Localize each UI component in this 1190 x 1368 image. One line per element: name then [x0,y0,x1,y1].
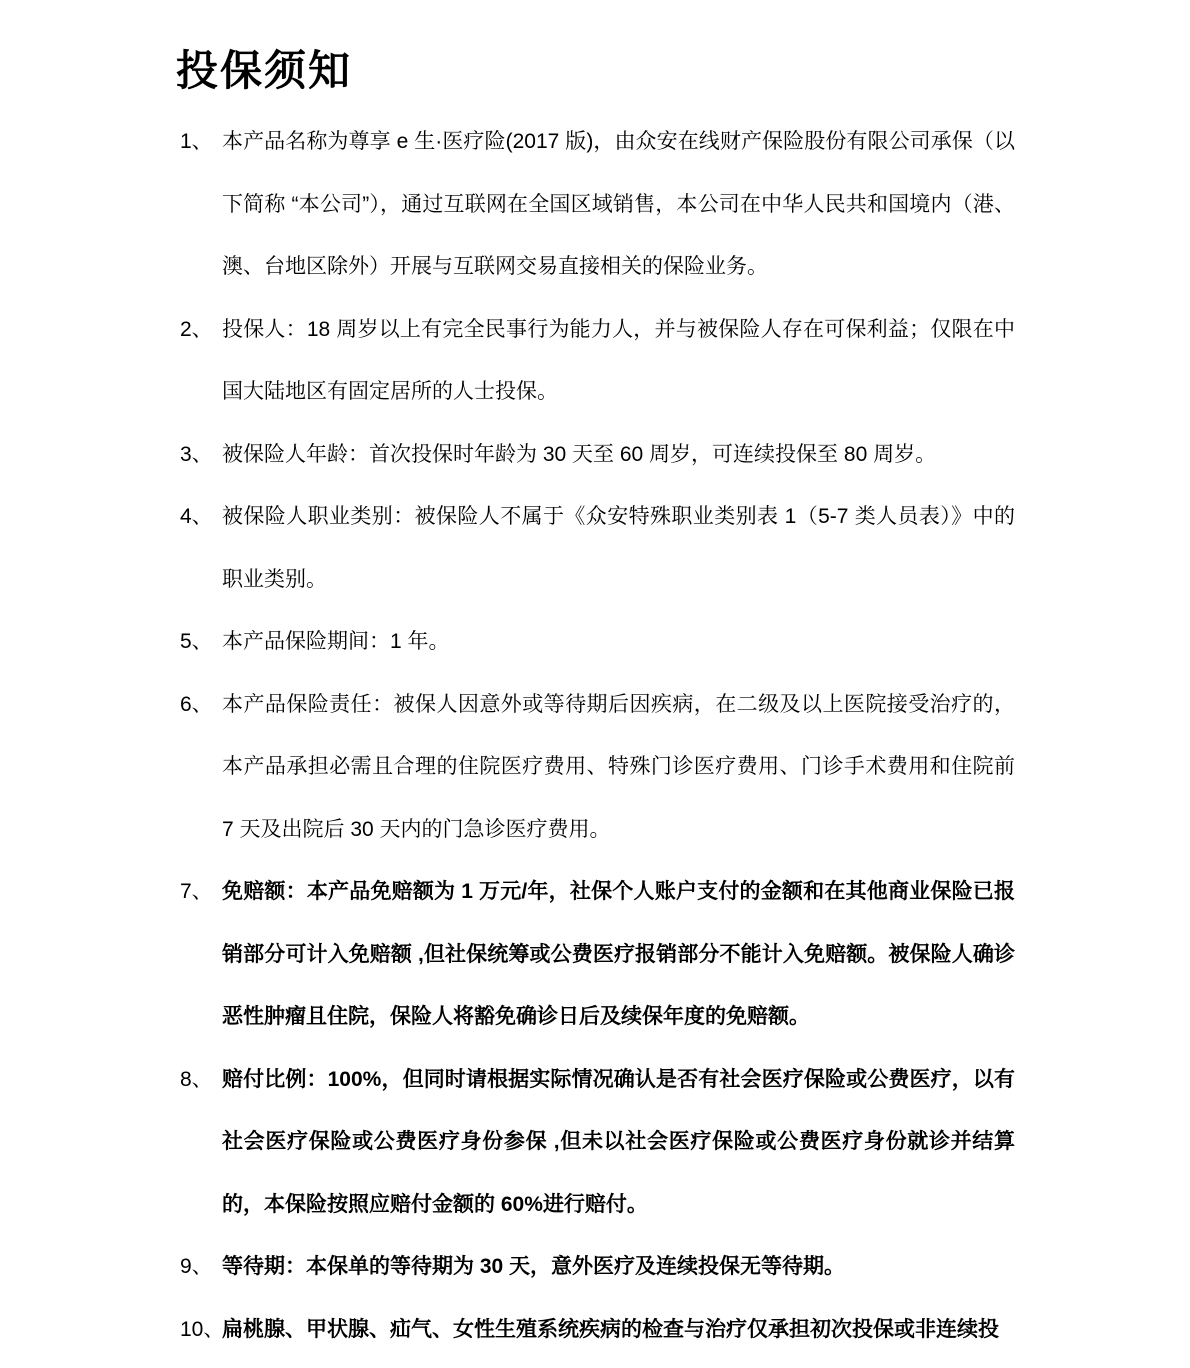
list-item-number: 1、 [180,130,213,153]
list-item-number: 3、 [180,442,213,466]
list-item-text: 本产品名称为尊享 e 生·医疗险(2017 版)，由众安在线财产保险股份有限公司承保（以下简称 “本公司”），通过互联网在全国区域销售，本公司在中华人民共和国境内（港、澳、台地区除外）开展与互联网交易直接相关的保险业务。 [222,130,1015,278]
list-item-text: 等待期：本保单的等待期为 30 天，意外医疗及连续投保无等待期。 [222,1255,846,1278]
list-item [180,1236,1020,1299]
list-item-number: 9、 [180,1255,213,1278]
list-item-text: 投保人：18 周岁以上有完全民事行为能力人，并与被保险人存在可保利益；仅限在中国大陆地区有固定居所的人士投保。 [222,317,1015,403]
list-item-number: 6、 [180,692,213,716]
list-item-number: 8、 [180,1067,213,1091]
notice-list [180,111,1020,1361]
list-item-text: 本产品保险期间：1 年。 [222,630,450,653]
list-item-number: 5、 [180,630,213,653]
list-item-text: 免赔额：本产品免赔额为 1 万元/年，社保个人账户支付的金额和在其他商业保险已报销部分可计入免赔额 ,但社保统筹或公费医疗报销部分不能计入免赔额。被保险人确诊恶性肿瘤且住院，保险人将豁免确诊日后及续保年度的免赔额。 [222,880,1015,1028]
list-item-text: 被保险人职业类别：被保险人不属于《众安特殊职业类别表 1（5-7 类人员表）》中的职业类别。 [222,505,1015,591]
list-item [180,111,1020,299]
list-item-text: 扁桃腺、甲状腺、疝气、女性生殖系统疾病的检查与治疗仅承担初次投保或非连续投 [222,1317,999,1341]
list-item-number: 4、 [180,505,213,528]
list-item-text: 被保险人年龄：首次投保时年龄为 30 天至 60 周岁，可连续投保至 80 周岁。 [222,442,937,466]
list-item-text: 赔付比例：100%，但同时请根据实际情况确认是否有社会医疗保险或公费医疗，以有社会医疗保险或公费医疗身份参保 ,但未以社会医疗保险或公费医疗身份就诊并结算的，本保险按照应赔付金额的 60%进行赔付。 [222,1067,1015,1216]
list-item [180,486,1020,611]
list-item [180,611,1020,674]
list-item-number: 2、 [180,317,213,341]
list-item [180,674,1020,862]
list-item [180,1049,1020,1237]
list-item-number: 10、 [180,1317,225,1341]
list-item-number: 7、 [180,880,213,903]
list-item [180,861,1020,1049]
list-item [180,1299,1020,1362]
list-item-text: 本产品保险责任：被保人因意外或等待期后因疾病，在二级及以上医院接受治疗的，本产品承担必需且合理的住院医疗费用、特殊门诊医疗费用、门诊手术费用和住院前 7 天及出院后 30 天内的门急诊医疗费用。 [222,692,1015,841]
list-item [180,299,1020,424]
list-item [180,424,1020,487]
page-title: 投保须知 [176,47,353,95]
